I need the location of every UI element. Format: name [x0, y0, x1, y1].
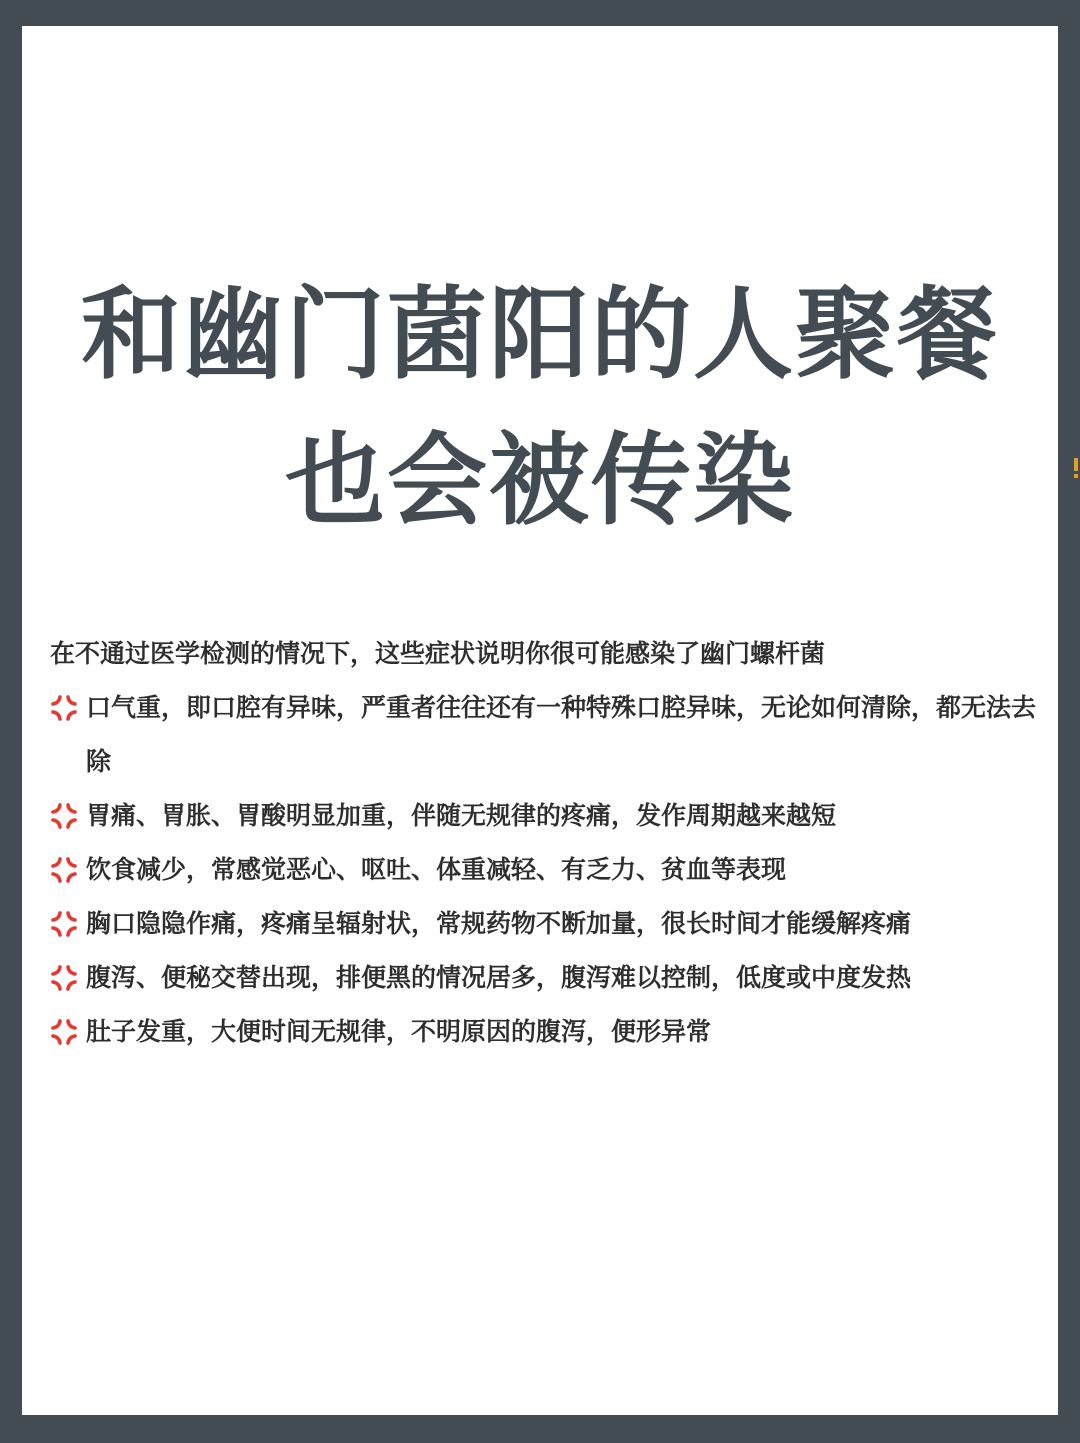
- edge-mark-icon: [1074, 458, 1078, 478]
- content-card: [22, 26, 1058, 1415]
- list-item: [50, 681, 1040, 789]
- symptom-text: 饮食减少，常感觉恶心、呕吐、体重减轻、有乏力、贫血等表现: [86, 855, 787, 884]
- anger-symbol-icon: [50, 856, 78, 884]
- anger-symbol-icon: [50, 1018, 78, 1046]
- symptom-text: 口气重，即口腔有异味，严重者往往还有一种特殊口腔异味，无论如何清除，都无法去除: [86, 693, 1037, 776]
- list-item: [50, 897, 1040, 951]
- anger-symbol-icon: [50, 694, 78, 722]
- symptom-text: 肚子发重，大便时间无规律，不明原因的腹泻，便形异常: [86, 1017, 712, 1046]
- list-item: [50, 951, 1040, 1005]
- anger-symbol-icon: [50, 910, 78, 938]
- list-item: [50, 843, 1040, 897]
- title-line-2: 也会被传染: [285, 422, 795, 539]
- anger-symbol-icon: [50, 964, 78, 992]
- symptom-text: 胸口隐隐作痛，疼痛呈辐射状，常规药物不断加量，很长时间才能缓解疼痛: [86, 909, 912, 938]
- symptom-text: 腹泻、便秘交替出现，排便黑的情况居多，腹泻难以控制，低度或中度发热: [86, 963, 912, 992]
- list-item: [50, 1005, 1040, 1059]
- article-body: [50, 627, 1040, 1059]
- symptom-list: [50, 681, 1040, 1059]
- title-line-1: 和幽门菌阳的人聚餐: [81, 276, 999, 393]
- page-title: [22, 262, 1058, 554]
- symptom-text: 胃痛、胃胀、胃酸明显加重，伴随无规律的疼痛，发作周期越来越短: [86, 801, 837, 830]
- intro-text: 在不通过医学检测的情况下，这些症状说明你很可能感染了幽门螺杆菌: [50, 639, 826, 668]
- anger-symbol-icon: [50, 802, 78, 830]
- list-item: [50, 789, 1040, 843]
